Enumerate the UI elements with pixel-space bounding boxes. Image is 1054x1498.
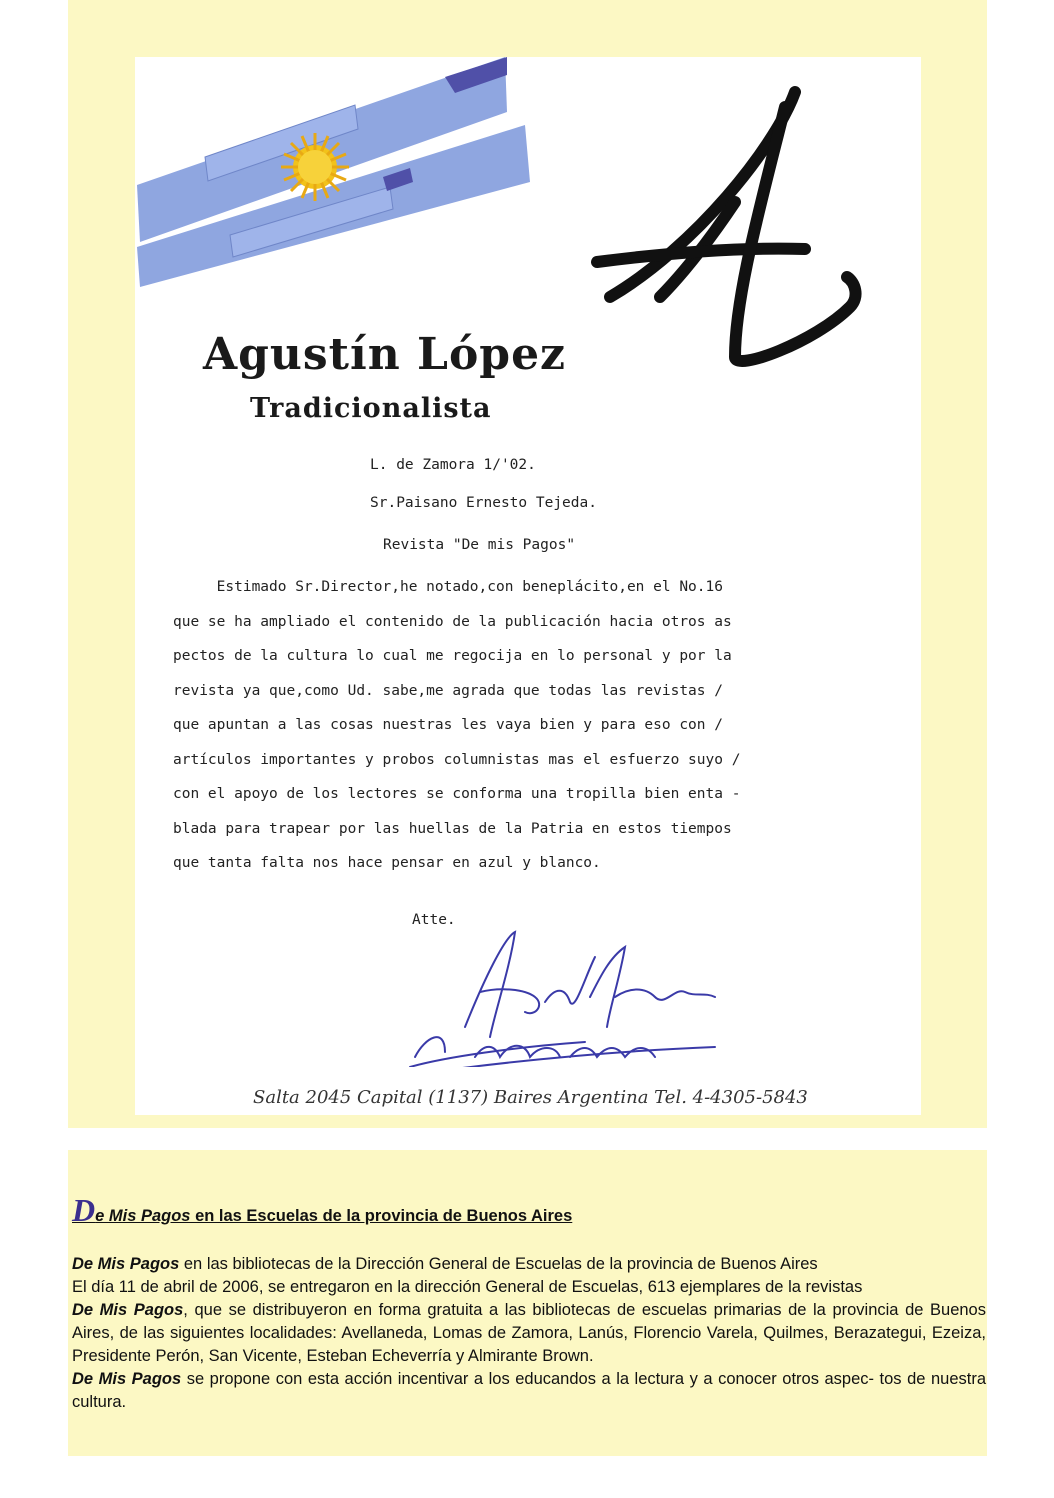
letter-body [173, 570, 893, 881]
letter-body-line: pectos de la cultura lo cual me regocija en lo personal y por la [173, 648, 732, 664]
letter-magazine: Revista "De mis Pagos" [383, 537, 576, 553]
brand-name: De Mis Pagos [72, 1301, 184, 1319]
paragraph-text: en las bibliotecas de la Dirección General de Escuelas de la provincia de Buenos Aires [179, 1255, 818, 1273]
letter-image [135, 57, 921, 1115]
paragraph-2: El día 11 de abril de 2006, se entregaron en la dirección General de Escuelas, 613 ejemplares de la revistas [72, 1278, 863, 1296]
paragraph-3 [72, 1299, 986, 1368]
brand-name: De Mis Pagos [72, 1370, 182, 1388]
letter-body-line: que se ha ampliado el contenido de la publicación hacia otros as [173, 613, 732, 630]
letter-recipient: Sr.Paisano Ernesto Tejeda. [370, 495, 597, 511]
section-title [72, 1192, 572, 1229]
title-rest: en las Escuelas de la provincia de Buenos Aires [190, 1207, 573, 1225]
letter-body-line: con el apoyo de los lectores se conforma una tropilla bien enta - [173, 786, 741, 802]
section-body [72, 1253, 986, 1414]
article-panel [68, 1150, 987, 1456]
letter-body-line: que tanta falta nos hace pensar en azul y blanco. [173, 855, 601, 871]
letterhead-footer: Salta 2045 Capital (1137) Baires Argentina Tel. 4-4305-5843 [253, 1087, 808, 1108]
letter-body-line: revista ya que,como Ud. sabe,me agrada que todas las revistas / [173, 682, 723, 699]
letterhead-name: Agustín López [203, 329, 567, 380]
paragraph-text: , que se distribuyeron en forma gratuita a las bibliotecas de escuelas primarias de la provincia de Buenos Aires, de las siguientes localidades: Avellaneda, Lomas de Zamora, Lanús, Florencio Varela, Quilmes, Berazategui, Ezeiza, Presidente Perón, San Vicente, Esteban Echeverría y Almirante Brown. [72, 1301, 986, 1365]
paragraph-4 [72, 1368, 986, 1414]
letter-date: L. de Zamora 1/'02. [370, 457, 536, 473]
paragraph-text: se propone con esta acción incentivar a los educandos a la lectura y a conocer otros aspec- tos de nuestra cultura. [72, 1370, 986, 1411]
title-brand: e Mis Pagos [95, 1207, 191, 1225]
letter-body-line: que apuntan a las cosas nuestras les vaya bien y para eso con / [173, 717, 723, 733]
letter-closing: Atte. [412, 912, 456, 928]
letter-panel [68, 0, 987, 1128]
letter-body-line: blada para trapear por las huellas de la Patria en estos tiempos [173, 820, 732, 837]
letter-body-line: artículos importantes y probos columnistas mas el esfuerzo suyo / [173, 751, 741, 768]
letter-body-line: Estimado Sr.Director,he notado,con beneplácito,en el No.16 [173, 579, 723, 595]
brand-name: De Mis Pagos [72, 1255, 180, 1273]
letterhead-subtitle: Tradicionalista [250, 393, 492, 424]
handwritten-signature-icon [385, 917, 725, 1067]
title-dropcap: D [72, 1192, 96, 1228]
paragraph-1 [72, 1253, 986, 1276]
